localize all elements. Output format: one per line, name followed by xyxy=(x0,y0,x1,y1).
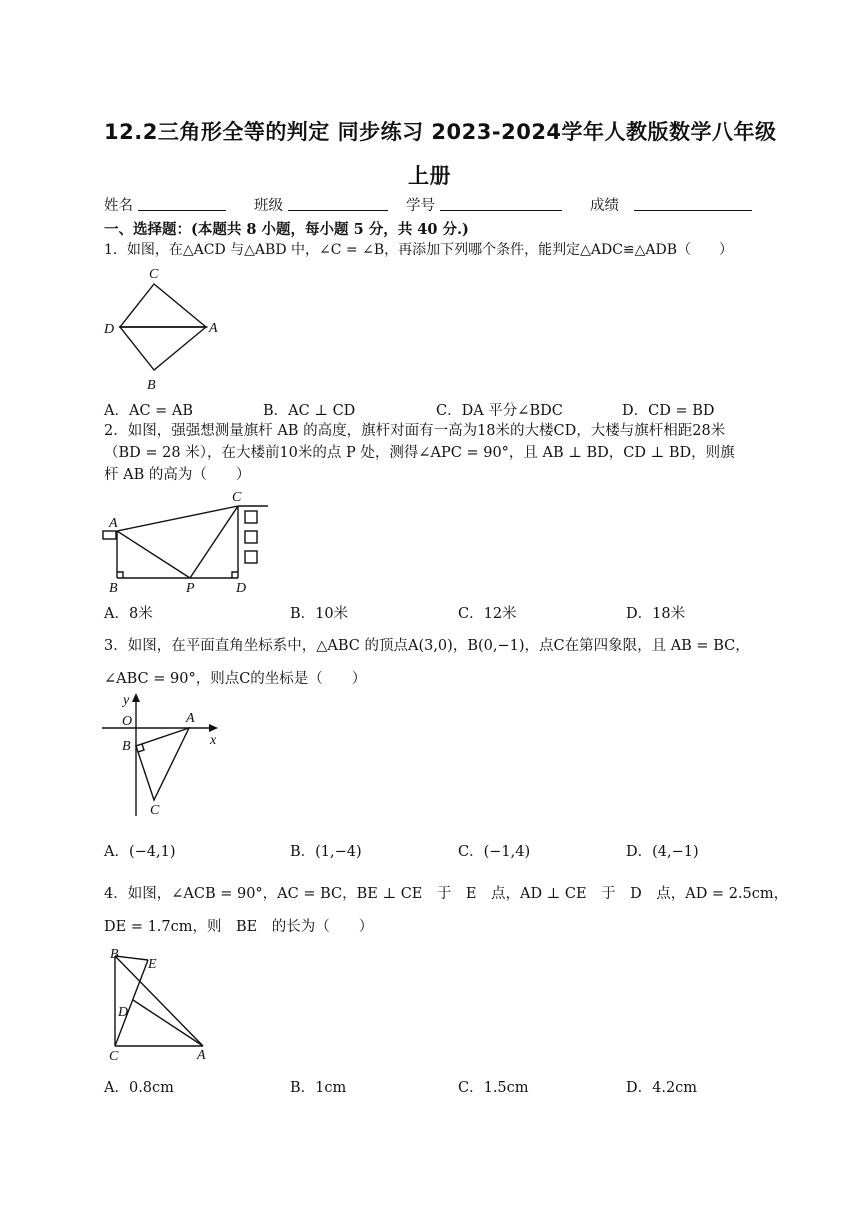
question-1-option-b[interactable]: B．AC ⊥ CD xyxy=(263,403,356,419)
fig3-label-b: B xyxy=(122,739,131,754)
id-label: 学号 xyxy=(406,198,435,214)
question-3-text-line1: 3．如图，在平面直角坐标系中，△ABC 的顶点A(3,0)，B(0,−1)，点C在第四象限，且 AB = BC， xyxy=(104,638,750,654)
fig1-label-d: D xyxy=(104,322,115,337)
fig3-label-o: O xyxy=(122,714,133,729)
fig4-label-b: B xyxy=(110,947,119,962)
question-3-option-c[interactable]: C．(−1,4) xyxy=(458,844,531,860)
class-blank[interactable] xyxy=(288,196,388,211)
class-label: 班级 xyxy=(254,198,283,214)
fig3-label-a: A xyxy=(186,711,195,726)
fig2-label-d: D xyxy=(236,581,247,596)
question-2-text-line2: （BD = 28 米），在大楼前10米的点 P 处，测得∠APC = 90°，且 AB ⊥ BD，CD ⊥ BD，则旗 xyxy=(104,445,735,461)
id-blank[interactable] xyxy=(440,196,562,211)
question-4-text-line1: 4．如图，∠ACB = 90°，AC = BC，BE ⊥ CE 于 E 点，AD ⊥ CE 于 D 点，AD = 2.5cm， xyxy=(104,886,789,902)
fig3-label-x: x xyxy=(210,733,217,748)
fig2-label-c: C xyxy=(232,490,242,505)
fig4-label-c: C xyxy=(109,1049,119,1064)
question-4-figure xyxy=(100,942,220,1068)
question-1-option-c[interactable]: C．DA 平分∠BDC xyxy=(436,403,563,419)
question-1-option-d[interactable]: D．CD = BD xyxy=(622,403,715,419)
question-3-option-d[interactable]: D．(4,−1) xyxy=(626,844,699,860)
name-label: 姓名 xyxy=(104,198,133,214)
question-4-text-line2: DE = 1.7cm，则 BE 的长为（ ） xyxy=(104,919,374,935)
fig4-label-d: D xyxy=(118,1005,129,1020)
question-3-figure xyxy=(96,690,226,820)
question-1-option-a[interactable]: A．AC = AB xyxy=(104,403,194,419)
score-label: 成绩 xyxy=(590,198,619,214)
fig2-label-a: A xyxy=(109,516,118,531)
question-2-text-line3: 杆 AB 的高为（ ） xyxy=(104,467,251,483)
fig2-label-b: B xyxy=(109,581,118,596)
question-2-option-b[interactable]: B．10米 xyxy=(290,606,349,622)
section-heading: 一、选择题：(本题共 8 小题，每小题 5 分，共 40 分.) xyxy=(104,221,469,238)
name-blank[interactable] xyxy=(138,196,226,211)
question-4-option-a[interactable]: A．0.8cm xyxy=(104,1080,174,1096)
question-4-option-d[interactable]: D．4.2cm xyxy=(626,1080,698,1096)
fig3-label-c: C xyxy=(150,803,160,818)
question-4-option-c[interactable]: C．1.5cm xyxy=(458,1080,529,1096)
score-blank[interactable] xyxy=(634,196,752,211)
page-title-line1: 12.2三角形全等的判定 同步练习 2023-2024学年人教版数学八年级 xyxy=(104,120,777,144)
question-2-option-c[interactable]: C．12米 xyxy=(458,606,517,622)
fig1-label-c: C xyxy=(149,267,159,282)
question-1-text: 1．如图，在△ACD 与△ABD 中，∠C = ∠B，再添加下列哪个条件，能判定△ADC≌△ADB（ ） xyxy=(104,242,734,258)
question-3-text-line2: ∠ABC = 90°，则点C的坐标是（ ） xyxy=(104,671,367,687)
fig4-label-a: A xyxy=(197,1048,206,1063)
question-2-figure xyxy=(100,488,280,598)
question-1-figure xyxy=(100,266,220,392)
fig3-label-y: y xyxy=(123,693,130,708)
question-2-option-a[interactable]: A．8米 xyxy=(104,606,153,622)
fig2-label-p: P xyxy=(186,581,195,596)
page-title-line2: 上册 xyxy=(408,164,451,188)
question-3-option-a[interactable]: A．(−4,1) xyxy=(104,844,176,860)
question-2-option-d[interactable]: D．18米 xyxy=(626,606,686,622)
question-2-text-line1: 2．如图，强强想测量旗杆 AB 的高度，旗杆对面有一高为18米的大楼CD，大楼与旗杆相距28米 xyxy=(104,423,726,439)
fig4-label-e: E xyxy=(148,957,157,972)
fig1-label-a: A xyxy=(209,321,218,336)
question-3-option-b[interactable]: B．(1,−4) xyxy=(290,844,362,860)
question-4-option-b[interactable]: B．1cm xyxy=(290,1080,347,1096)
fig1-label-b: B xyxy=(147,378,156,393)
